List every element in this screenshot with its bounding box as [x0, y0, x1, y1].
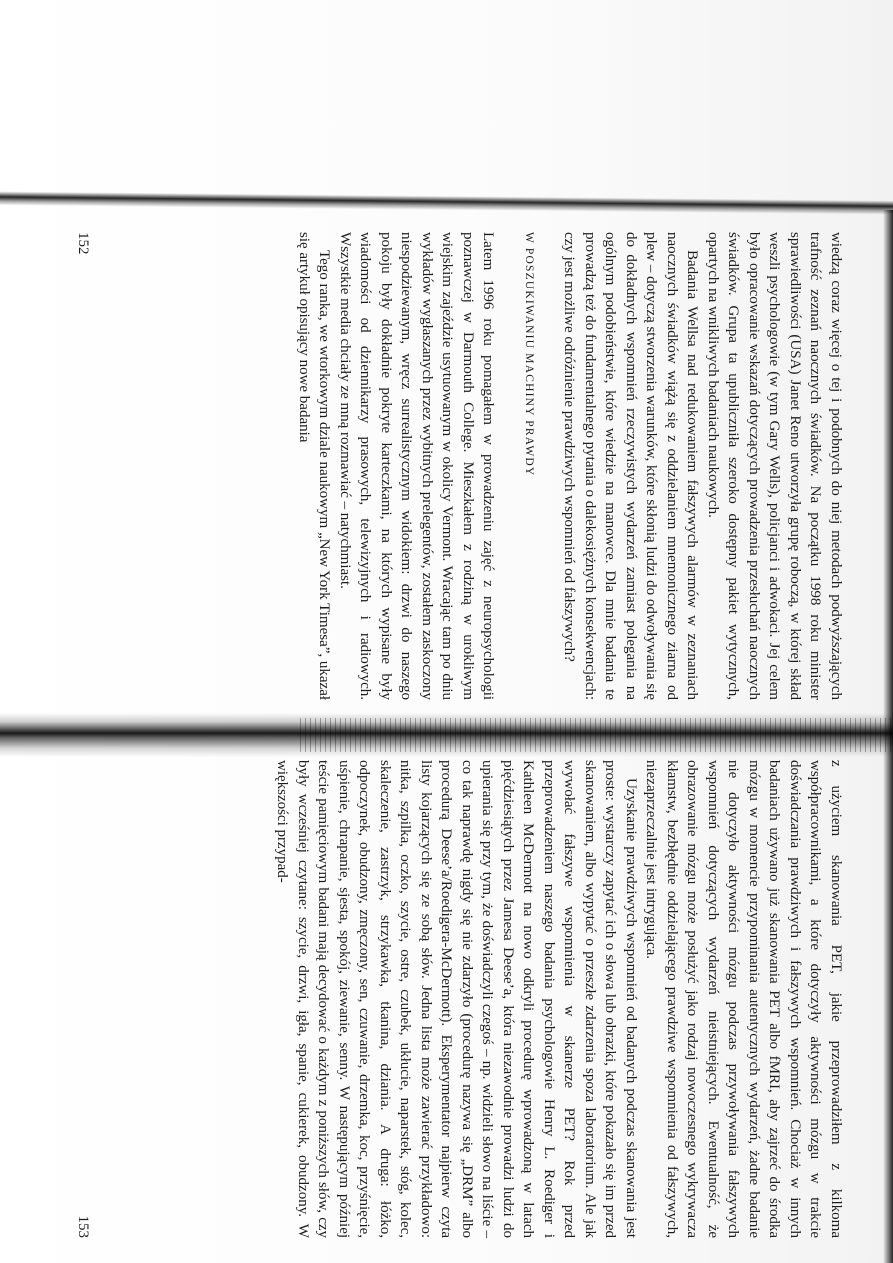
page-number: 153 — [75, 1215, 91, 1238]
page-153-text — [272, 760, 846, 1238]
gutter-shadow-texture — [300, 718, 893, 752]
page-153 — [76, 760, 846, 1238]
page-top-edge — [0, 191, 893, 214]
page-number: 152 — [75, 232, 91, 255]
page-152-text — [294, 232, 847, 700]
paragraph: Uzyskanie prawdziwych wspomnień od badanych podczas skanowania jest proste: wystarczy zapytać ich o słowa lub obrazki, które pokazało się im przed skanowaniem, albo wypytać o przeszłe zdarzenia spoza laboratorium. Ale jak wywołać fałszywe wspomnienia w skanerze PET? Rok przed przeprowadzeniem naszego badania psychologowie Henry L. Roediger i Kathleen McDermott na nowo odkryli procedurę wprowadzoną w latach pięćdziesiątych przez Jamesa Deese’a, która niezawodnie prowadzi ludzi do upierania się przy tym, że doświadczyli czegoś – np. widzieli słowo na liście – co tak naprawdę nigdy się nie zdarzyło (procedurę nazywa się „DRM” albo procedurą Deese’a/Roedigera-McDermott). Eksperymentator najpierw czyta listy kojarzących się ze sobą słów. Jedna lista może zawierać przykładowo: nitka, szpilka, oczko, szycie, ostre, czubek, ukłucie, naparstek, stóg, kolec, skaleczenie, zastrzyk, strzykawka, tkanina, dziania. A druga: łóżko, odpoczynek, obudzony, zmęczony, sen, czuwanie, drzemka, koc, przyśnięcie, uśpienie, chrapanie, sjesta, spokój, ziewanie, senny. W następującym później teście pamięciowym badani mają decydować o każdym z poniższych słów, czy były wcześniej czytane: szycie, drzwi, igła, spanie, cukierek, obudzony. W większości przypad- — [274, 760, 639, 1238]
page-152 — [76, 232, 846, 700]
paragraph: Latem 1996 roku pomagałem w prowadzeniu zajęć z neuropsychologii poznawczej w Darmouth College. Mieszkałem z rodziną w urokliwym wiejskim zajeździe usytuowanym w okolicy Vermont. Wracając tam po dniu wykładów wygłaszanych przez wybitnych prelegentów, zostałem zaskoczony niespodziewanym, wręcz surrealistycznym widokiem: drzwi do naszego pokoju były dokładnie pokryte karteczkami, na których wypisane były wiadomości od dziennikarzy prasowych, telewizyjnych i radiowych. Wszystkie media chciały ze mną rozmawiać – natychmiast. — [337, 232, 497, 700]
paragraph: Badania Wellsa nad redukowaniem fałszywych alarmów w zeznaniach naocznych świadków wiążą się z oddzielaniem mnemonicznego ziarna od plew – dotyczą stworzenia warunków, które skłonią ludzi do odwoływania się do dokładnych wspomnień rzeczywistych wydarzeń zamiast polegania na ogólnym podobieństwie, które wiedzie na manowce. Dla mnie badania te prowadzą też do fundamentalnego pytania o dalekosiężnych konsekwencjach: czy jest możliwe odróżnienie prawdziwych wspomnień od fałszywych? — [561, 232, 701, 700]
paragraph: Tego ranka, we wtorkowym dziale naukowym „New York Timesa”, ukazał się artykuł opisujący nowe badania — [296, 232, 333, 700]
page-outer-edge — [883, 210, 893, 1263]
paragraph: wiedzą coraz więcej o tej i podobnych do niej metodach podwyższających trafność zeznań naocznych świadków. Na początku 1998 roku minister sprawiedliwości (USA) Janet Reno utworzyła grupę roboczą, w której skład weszli psychologowie (w tym Gary Wells), policjanci i adwokaci. Jej celem było opracowanie wskazań dotyczących prowadzenia przesłuchań naocznych świadków. Grupa ta upubliczniła szeroko dostępny pakiet wytycznych, opartych na wnikliwych badaniach naukowych. — [705, 232, 844, 700]
section-heading: W POSZUKIWANIU MACHINY PRAWDY — [523, 232, 535, 477]
paragraph: z użyciem skanowania PET, jakie przeprowadziłem z kilkoma współpracownikami, a które dotyczyły aktywności mózgu w trakcie doświadczania prawdziwych i fałszywych wspomnień. Chociaż w innych badaniach używano już skanowania PET albo fMRI, aby zajrzeć do środka mózgu w momencie przypominania autentycznych wydarzeń, żadne badanie nie dotyczyło aktywności mózgu podczas przywoływania fałszywych wspomnień dotyczących wydarzeń nieistniejących. Ewentualność, że obrazowanie mózgu może posłużyć jako rodzaj nowoczesnego wykrywacza kłamstw, bezbłędnie oddzielającego prawdziwe wspomnienia od fałszywych, niezaprzeczalnie jest intrygująca. — [643, 760, 844, 1238]
